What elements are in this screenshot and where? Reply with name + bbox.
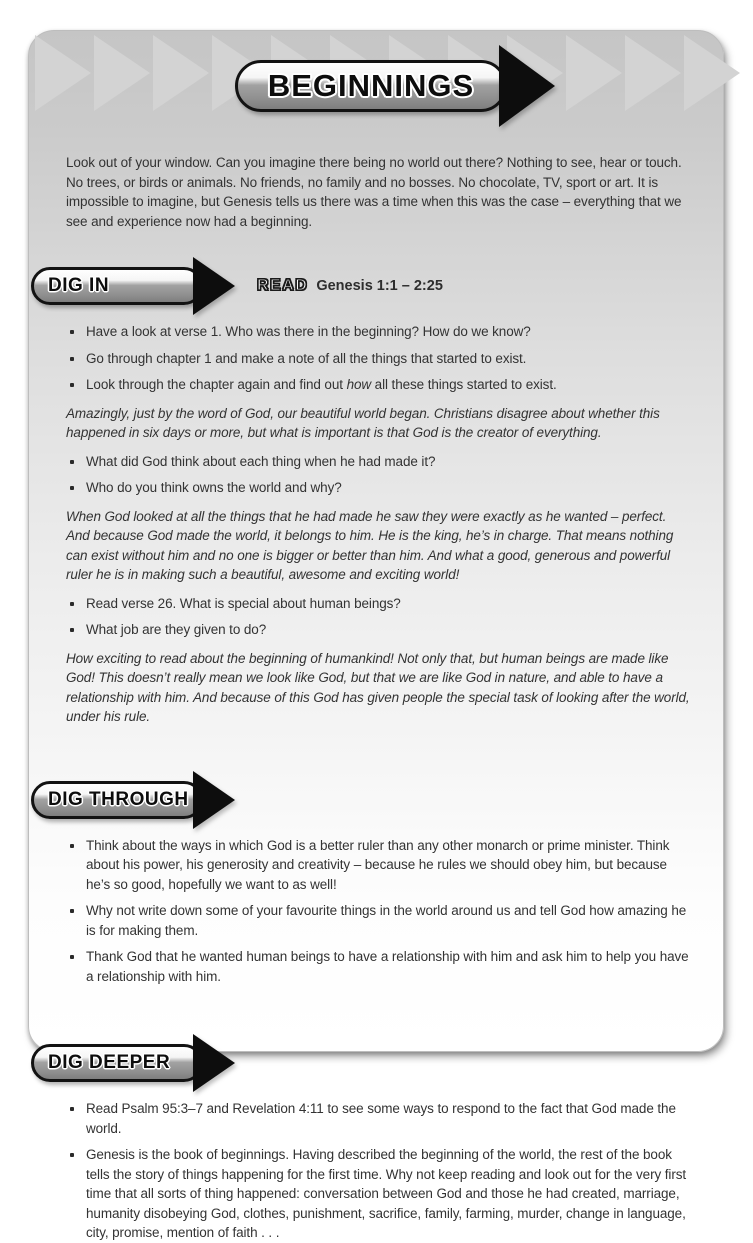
bullet-text: Read Psalm 95:3–7 and Revelation 4:11 to see some ways to respond to the fact that God made the world. [86, 1101, 676, 1136]
triangle-icon [566, 35, 622, 111]
bullet-text: Read verse 26. What is special about human beings? [86, 595, 401, 611]
commentary-paragraph: Amazingly, just by the word of God, our beautiful world began. Christians disagree about whether this happened in six days or more, but what is important is that God is the creator of everything. [66, 405, 660, 440]
list-item [66, 947, 693, 986]
commentary-paragraph: When God looked at all the things that he had made he saw they were exactly as he wanted – perfect. And because God made the world, it belongs to him. He is the king, he’s in charge. That means nothing can exist without him and no one is bigger or better than him. And what a good, generous and powerful ruler he is in making such a beautiful, awesome and exciting world! [66, 508, 674, 582]
banner-arrow-icon [193, 771, 235, 829]
bullet-dot-icon [70, 383, 74, 387]
banner-arrow-icon [193, 1034, 235, 1092]
dig-deeper-header [31, 1034, 723, 1092]
list-item [66, 349, 693, 369]
bullet-text: Have a look at verse 1. Who was there in the beginning? How do we know? [86, 324, 531, 339]
dig-deeper-banner [31, 1034, 235, 1092]
dig-through-banner [31, 771, 235, 829]
worksheet-page [28, 30, 724, 1240]
bullet-dot-icon [70, 330, 74, 334]
title-banner [235, 45, 555, 127]
bullet-dot-icon [70, 1153, 74, 1157]
bullet-dot-icon [70, 909, 74, 913]
list-item [66, 836, 693, 895]
dig-through-banner-capsule [31, 781, 203, 819]
dig-in-content [29, 322, 723, 727]
list-item [66, 322, 693, 342]
dig-through-title: DIG THROUGH [48, 788, 189, 810]
read-reference-line [257, 277, 443, 295]
list-item [66, 478, 693, 498]
dig-through-content [29, 836, 723, 987]
dig-through-header [31, 771, 723, 829]
section-dig-in [29, 257, 723, 727]
bullet-dot-icon [70, 357, 74, 361]
list-item [66, 901, 693, 940]
bullet-text: What did God think about each thing when he had made it? [86, 453, 436, 469]
section-dig-deeper [29, 1034, 723, 1243]
dig-in-banner [31, 257, 235, 315]
bullet-dot-icon [70, 844, 74, 848]
list-item [66, 375, 693, 395]
bullet-text [86, 375, 557, 395]
page-title: BEGINNINGS [267, 68, 475, 103]
bullet-text-emphasis: how [346, 377, 372, 392]
read-badge: READ [257, 277, 309, 294]
read-reference: Genesis 1:1 – 2:25 [316, 278, 443, 294]
list-item [66, 620, 693, 640]
bullet-text: Go through chapter 1 and make a note of all the things that started to exist. [86, 350, 527, 366]
list-item [66, 452, 693, 472]
triangle-icon [94, 35, 150, 111]
bullet-text: Who do you think owns the world and why? [86, 480, 342, 495]
bullet-text-post: all these things started to exist. [371, 377, 557, 392]
triangle-icon [684, 35, 740, 111]
dig-deeper-content [29, 1099, 723, 1243]
bullet-dot-icon [70, 460, 74, 464]
intro-paragraph: Look out of your window. Can you imagine there being no world out there? Nothing to see, hear or touch. No trees, or birds or animals. No friends, no family and no bosses. No chocolate, TV, sport or art. It is impossible to imagine, but Genesis tells us there was a time when this was the case – everything that we see and experience now had a beginning. [66, 155, 682, 229]
dig-deeper-banner-capsule [31, 1044, 203, 1082]
dig-in-banner-capsule [31, 267, 203, 305]
triangle-icon [625, 35, 681, 111]
list-item [66, 594, 693, 614]
bullet-text: Genesis is the book of beginnings. Having described the beginning of the world, the rest of the book tells the story of things happening for the first time. Why not keep reading and look out for the very first time that all sorts of thing happened: conversation between God and those he had created, marriage, humanity disobeying God, clothes, punishment, sacrifice, family, farming, murder, change in language, city, promise, mention of faith . . . [86, 1147, 687, 1240]
commentary-paragraph: How exciting to read about the beginning of humankind! Not only that, but human beings are made like God! This doesn’t really mean we look like God, but that we are like God in nature, and able to have a relationship with him. And because of this God has given people the special task of looking after the world, under his rule. [66, 650, 690, 724]
bullet-text: Why not write down some of your favourite things in the world around us and tell God how amazing he is for making them. [86, 903, 687, 938]
bullet-dot-icon [70, 602, 74, 606]
bullet-text: What job are they given to do? [86, 622, 267, 637]
title-banner-capsule [235, 60, 507, 112]
bullet-dot-icon [70, 486, 74, 490]
bullet-dot-icon [70, 628, 74, 632]
banner-arrow-icon [499, 45, 555, 127]
bullet-dot-icon [70, 1107, 74, 1111]
dig-in-header [31, 257, 723, 315]
section-dig-through [29, 771, 723, 987]
triangle-icon [153, 35, 209, 111]
dig-in-title: DIG IN [48, 275, 110, 296]
banner-arrow-icon [193, 257, 235, 315]
bullet-dot-icon [70, 955, 74, 959]
bullet-text: Thank God that he wanted human beings to have a relationship with him and ask him to help you have a relationship with him. [86, 949, 689, 984]
dig-deeper-title: DIG DEEPER [48, 1052, 171, 1073]
list-item [66, 1099, 693, 1138]
bullet-text-pre: Look through the chapter again and find out [86, 377, 347, 392]
page-header [29, 31, 723, 139]
list-item [66, 1145, 693, 1243]
bullet-text: Think about the ways in which God is a better ruler than any other monarch or prime minister. Think about his power, his generosity and creativity – because he rules we should obey him, but because he’s so good, hopefully we want to as well! [86, 837, 670, 892]
triangle-icon [35, 35, 91, 111]
